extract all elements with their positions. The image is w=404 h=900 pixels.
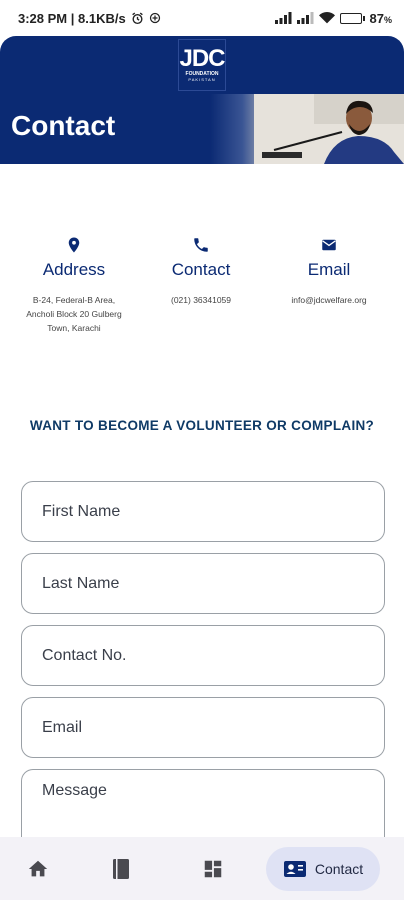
nav-home[interactable] — [0, 847, 76, 891]
logo-sub-text-2: PAKISTAN — [188, 77, 216, 82]
bottom-nav — [0, 837, 404, 900]
address-block — [0, 236, 148, 335]
last-name-input[interactable] — [22, 554, 384, 613]
status-right — [275, 11, 392, 26]
contact-number-field[interactable] — [21, 625, 385, 686]
book-icon — [111, 858, 131, 880]
email-input[interactable] — [22, 698, 384, 757]
address-text: B-24, Federal-B Area, Ancholi Block 20 Gulberg Town, Karachi — [26, 295, 122, 333]
signal-icon — [297, 12, 314, 24]
email-block[interactable] — [254, 236, 404, 335]
last-name-field[interactable] — [21, 553, 385, 614]
sync-icon — [149, 12, 161, 24]
speaker-photo — [254, 94, 404, 164]
address-title: Address — [42, 260, 106, 279]
alarm-icon — [131, 12, 144, 25]
nav-contact-label: Contact — [314, 860, 364, 877]
phone-title: Contact — [171, 260, 231, 279]
location-pin-icon — [65, 236, 83, 254]
email-field[interactable] — [21, 697, 385, 758]
status-bar — [0, 0, 404, 36]
status-time-speed: 3:28 PM | 8.1KB/s — [18, 10, 126, 26]
first-name-input[interactable] — [22, 482, 384, 541]
signal-icon — [275, 12, 292, 24]
app-header — [0, 36, 404, 94]
nav-dashboard[interactable] — [166, 847, 260, 891]
nav-book[interactable] — [76, 847, 166, 891]
hero-banner — [0, 94, 404, 164]
contact-card-icon — [283, 859, 307, 879]
battery-level: 87% — [369, 10, 392, 26]
first-name-field[interactable] — [21, 481, 385, 542]
phone-block[interactable] — [148, 236, 254, 335]
email-title: Email — [307, 260, 351, 279]
logo-sub-text: FOUNDATION — [185, 71, 219, 77]
dashboard-icon — [202, 858, 224, 880]
form-heading: WANT TO BECOME A VOLUNTEER OR COMPLAIN? — [29, 418, 375, 433]
nav-contact[interactable] — [266, 847, 380, 891]
home-icon — [27, 858, 49, 880]
jdc-logo[interactable] — [178, 39, 226, 91]
battery-icon — [340, 13, 365, 24]
email-text[interactable]: info@jdcwelfare.org — [291, 295, 367, 305]
logo-main-text: JDC — [179, 45, 225, 72]
contact-info-row — [0, 236, 404, 335]
status-left — [18, 11, 161, 26]
mail-icon — [320, 236, 338, 254]
phone-icon — [192, 236, 210, 254]
phone-text[interactable]: (021) 36341059 — [170, 295, 232, 305]
wifi-icon — [319, 12, 335, 24]
contact-number-input[interactable] — [22, 626, 384, 685]
page-title: Contact — [11, 110, 116, 141]
